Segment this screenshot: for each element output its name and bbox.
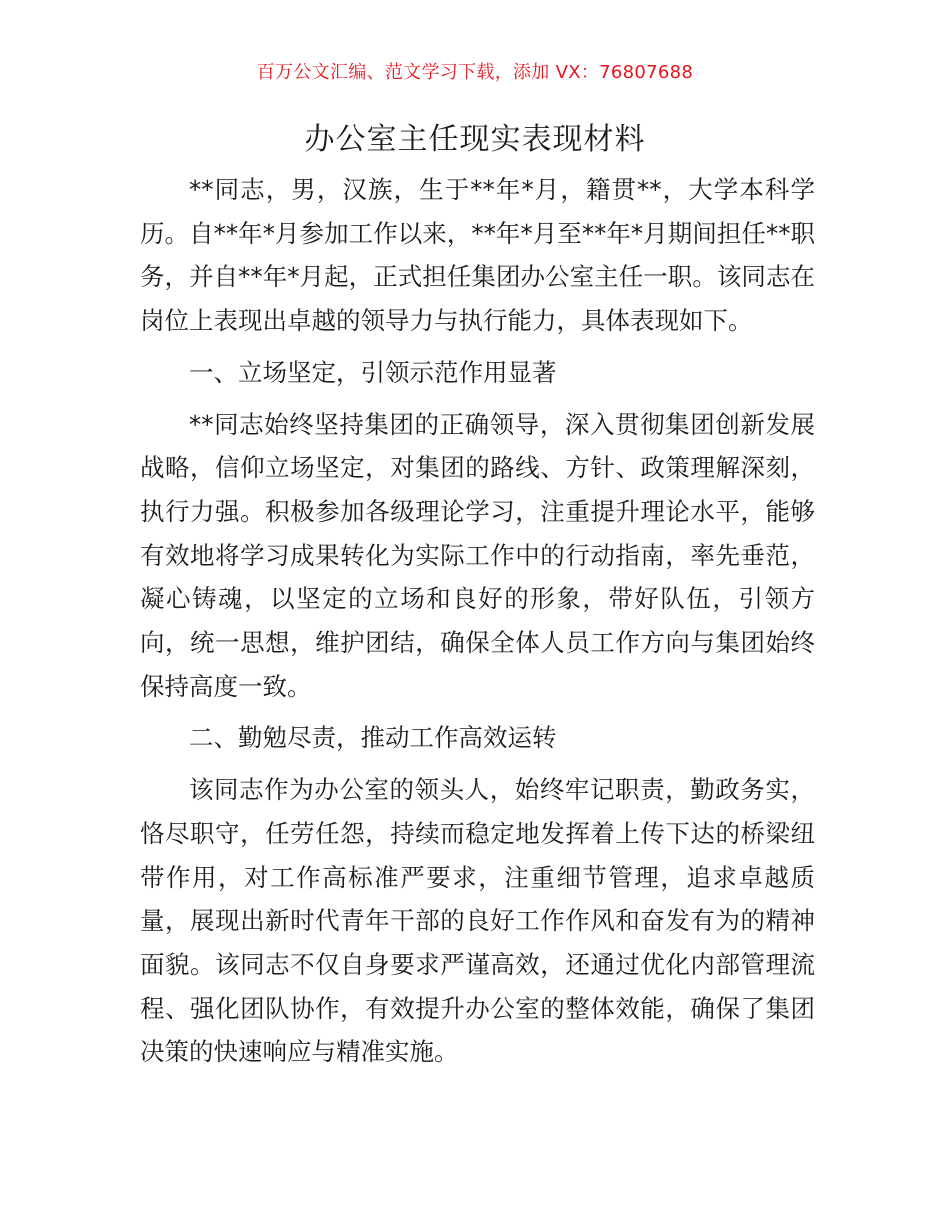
document-title: 办公室主任现实表现材料 xyxy=(304,122,646,157)
header-contact-note: 百万公文汇编、范文学习下载，添加 VX：76807688 xyxy=(256,62,694,83)
intro-paragraph: **同志，男，汉族，生于**年*月，籍贯**，大学本科学历。自**年*月参加工作以来，**年*月至**年*月期间担任**职务，并自**年*月起，正式担任集团办公室主任一职。该同志在岗位上表现出卓越的领导力与执行能力，具体表现如下。 xyxy=(140,175,815,336)
section-heading-1: 一、立场坚定，引领示范作用显著 xyxy=(189,357,557,387)
section-heading-2: 二、勤勉尽责，推动工作高效运转 xyxy=(189,723,557,753)
section-1-paragraph: **同志始终坚持集团的正确领导，深入贯彻集团创新发展战略，信仰立场坚定，对集团的路线、方针、政策理解深刻，执行力强。积极参加各级理论学习，注重提升理论水平，能够有效地将学习成果转化为实际工作中的行动指南，率先垂范，凝心铸魂，以坚定的立场和良好的形象，带好队伍，引领方向，统一思想，维护团结，确保全体人员工作方向与集团始终保持高度一致。 xyxy=(140,409,815,701)
document-body xyxy=(140,168,815,1082)
section-2-paragraph: 该同志作为办公室的领头人，始终牢记职责，勤政务实，恪尽职守，任劳任怨，持续而稳定地发挥着上传下达的桥梁纽带作用，对工作高标准严要求，注重细节管理，追求卓越质量，展现出新时代青年干部的良好工作作风和奋发有为的精神面貌。该同志不仅自身要求严谨高效，还通过优化内部管理流程、强化团队协作，有效提升办公室的整体效能，确保了集团决策的快速响应与精准实施。 xyxy=(140,775,815,1067)
